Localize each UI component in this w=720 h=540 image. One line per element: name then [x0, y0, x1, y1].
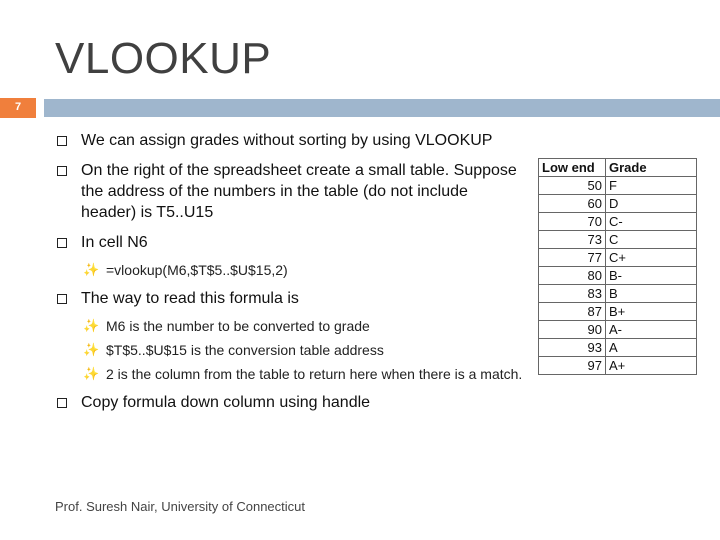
low-end-cell: 50 — [539, 177, 606, 195]
column-header-low-end: Low end — [539, 159, 606, 177]
low-end-cell: 77 — [539, 249, 606, 267]
square-bullet-icon — [57, 238, 67, 248]
sub-bullet-item — [57, 316, 527, 336]
square-bullet-icon — [57, 136, 67, 146]
square-bullet-icon — [57, 398, 67, 408]
grade-cell: A+ — [606, 357, 697, 375]
arrow-bullet-icon: ✨ — [83, 318, 100, 333]
table-row — [539, 231, 697, 249]
low-end-cell: 93 — [539, 339, 606, 357]
sub-bullet-text: 2 is the column from the table to return here when there is a match. — [106, 366, 523, 382]
bullet-text: We can assign grades without sorting by using VLOOKUP — [81, 132, 493, 149]
grade-cell: A- — [606, 321, 697, 339]
table-header-row — [539, 159, 697, 177]
grade-cell: D — [606, 195, 697, 213]
low-end-cell: 87 — [539, 303, 606, 321]
title-rule-bar — [44, 99, 720, 117]
low-end-cell: 70 — [539, 213, 606, 231]
grade-cell: C- — [606, 213, 697, 231]
sub-bullet-item — [57, 364, 527, 384]
sub-bullet-item — [57, 260, 527, 280]
bullet-list — [57, 130, 527, 413]
table-row — [539, 195, 697, 213]
table-row — [539, 177, 697, 195]
table-row — [539, 213, 697, 231]
sub-bullet-item — [57, 340, 527, 360]
bullet-text: The way to read this formula is — [81, 290, 299, 307]
bullet-text: On the right of the spreadsheet create a small table. Suppose the address of the numbers in the table (do not include header) is T5..U15 — [81, 162, 517, 221]
table-row — [539, 267, 697, 285]
low-end-cell: 83 — [539, 285, 606, 303]
grade-table — [538, 158, 697, 375]
grade-cell: B — [606, 285, 697, 303]
bullet-text: In cell N6 — [81, 234, 148, 251]
table-row — [539, 285, 697, 303]
bullet-item — [57, 288, 527, 309]
low-end-cell: 90 — [539, 321, 606, 339]
square-bullet-icon — [57, 166, 67, 176]
sub-bullet-text: =vlookup(M6,$T$5..$U$15,2) — [106, 262, 288, 278]
bullet-text: Copy formula down column using handle — [81, 394, 371, 411]
column-header-grade: Grade — [606, 159, 697, 177]
arrow-bullet-icon: ✨ — [83, 366, 100, 381]
low-end-cell: 73 — [539, 231, 606, 249]
table-row — [539, 303, 697, 321]
low-end-cell: 80 — [539, 267, 606, 285]
arrow-bullet-icon: ✨ — [83, 262, 100, 277]
grade-cell: F — [606, 177, 697, 195]
square-bullet-icon — [57, 294, 67, 304]
bullet-item — [57, 392, 527, 413]
grade-cell: C — [606, 231, 697, 249]
grade-cell: B- — [606, 267, 697, 285]
slide-number-badge: 7 — [0, 98, 36, 118]
low-end-cell: 97 — [539, 357, 606, 375]
arrow-bullet-icon: ✨ — [83, 342, 100, 357]
sub-bullet-text: M6 is the number to be converted to grade — [106, 318, 370, 334]
bullet-item — [57, 160, 527, 223]
slide-title: VLOOKUP — [55, 34, 272, 83]
table-row — [539, 357, 697, 375]
bullet-item — [57, 232, 527, 253]
table-row — [539, 339, 697, 357]
grade-cell: A — [606, 339, 697, 357]
table-row — [539, 249, 697, 267]
grade-cell: B+ — [606, 303, 697, 321]
sub-bullet-text: $T$5..$U$15 is the conversion table address — [106, 342, 384, 358]
footer-credit: Prof. Suresh Nair, University of Connecticut — [55, 499, 305, 514]
grade-cell: C+ — [606, 249, 697, 267]
low-end-cell: 60 — [539, 195, 606, 213]
bullet-item — [57, 130, 527, 151]
table-row — [539, 321, 697, 339]
